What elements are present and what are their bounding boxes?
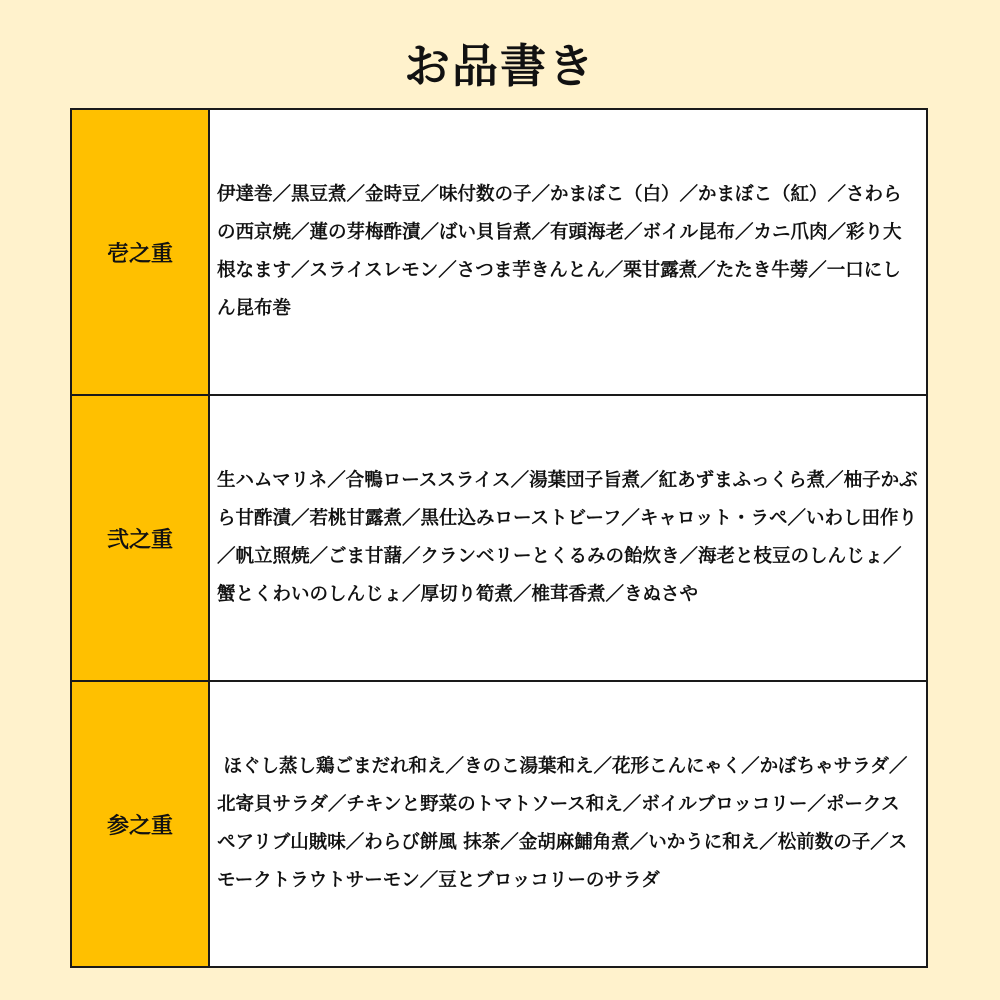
- tier-items-1: 伊達巻／黒豆煮／金時豆／味付数の子／かまぼこ（白）／かまぼこ（紅）／さわらの西京焼／蓮の芽梅酢漬／ばい貝旨煮／有頭海老／ボイル昆布／カニ爪肉／彩り大根なます／スライスレモン／さつま芋きんとん／栗甘露煮／たたき牛蒡／一口にしん昆布巻: [217, 184, 902, 319]
- tier-label-1: 壱之重: [72, 110, 210, 394]
- tier-row-3: [72, 682, 926, 966]
- tier-label-3: 参之重: [72, 682, 210, 966]
- menu-table: [70, 108, 928, 968]
- tier-row-1: [72, 110, 926, 396]
- tier-content-2: [210, 396, 926, 680]
- tier-items-3: ほぐし蒸し鶏ごまだれ和え／きのこ湯葉和え／花形こんにゃく／かぼちゃサラダ／北寄貝サラダ／チキンと野菜のトマトソース和え／ボイルブロッコリー／ポークスペアリブ山賊味／わらび餅風 抹茶／金胡麻鯆角煮／いかうに和え／松前数の子／スモークトラウトサーモン／豆とブロッコリーのサラダ: [217, 756, 908, 891]
- tier-items-2: 生ハムマリネ／合鴨ローススライス／湯葉団子旨煮／紅あずまふっくら煮／柚子かぶら甘酢漬／若桃甘露煮／黒仕込みローストビーフ／キャロット・ラペ／いわし田作り／帆立照焼／ごま甘藷／クランベリーとくるみの飴炊き／海老と枝豆のしんじょ／蟹とくわいのしんじょ／厚切り筍煮／椎茸香煮／きぬさや: [217, 470, 918, 605]
- tier-row-2: [72, 396, 926, 682]
- page-title: お品書き: [404, 39, 596, 93]
- tier-content-1: [210, 110, 926, 394]
- tier-content-3: [210, 682, 926, 966]
- tier-label-2: 弐之重: [72, 396, 210, 680]
